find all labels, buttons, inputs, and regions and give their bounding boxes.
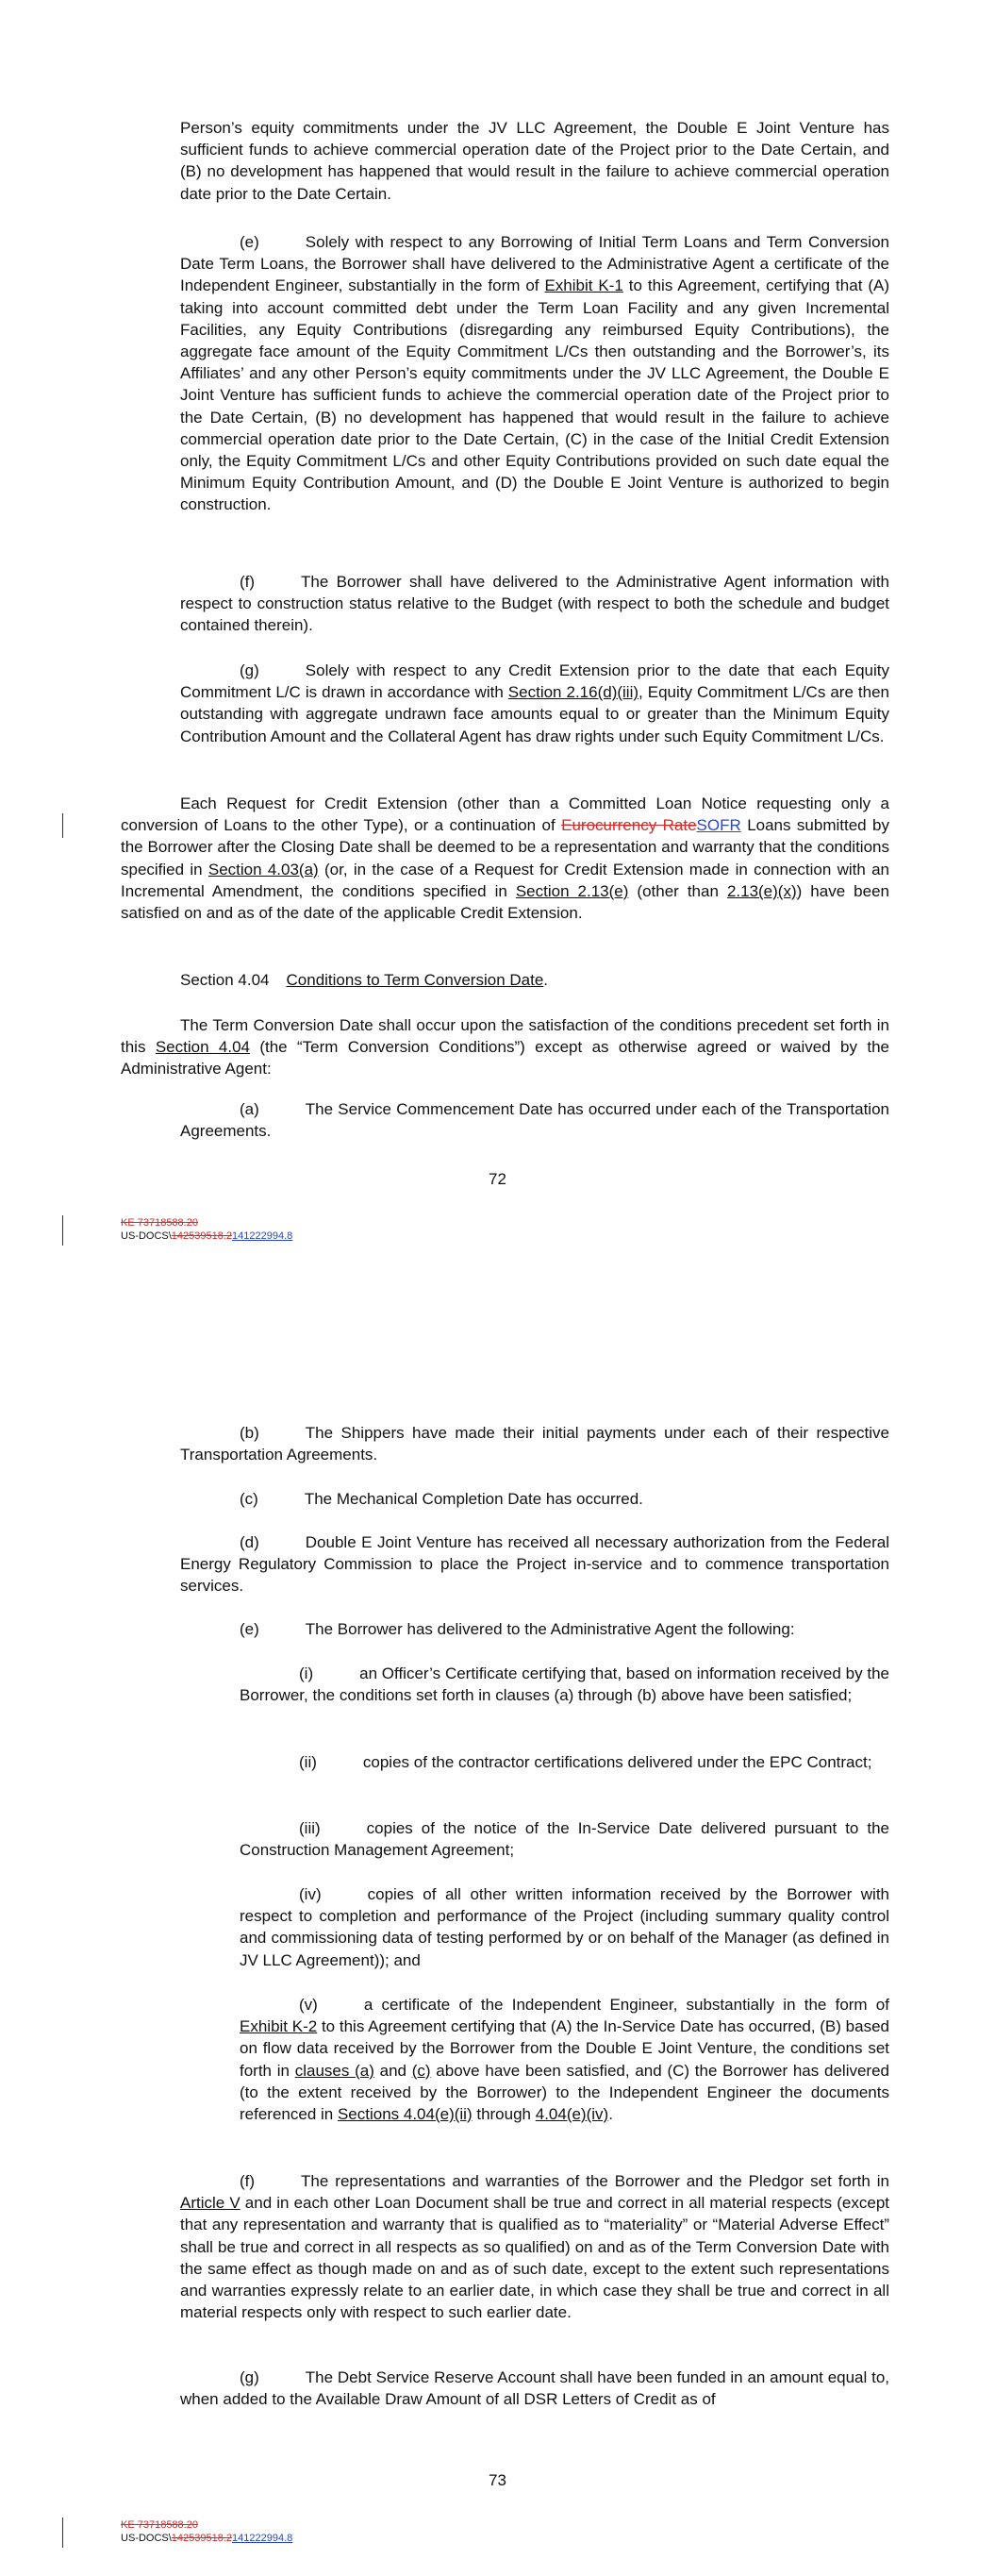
clause-label: (b) xyxy=(240,1424,259,1442)
clause-label: (f) xyxy=(240,2172,256,2190)
change-bar xyxy=(62,813,63,838)
exhibit-link[interactable]: Exhibit K-2 xyxy=(240,2017,318,2036)
footer-deleted-id: KE 73718588.20 xyxy=(121,1217,198,1229)
clause-label: (iv) xyxy=(299,1885,322,1903)
credit-extension-paragraph: Each Request for Credit Extension (other than a Committed Loan Notice requesting only a conversion of Loans to the other Type), or a continuation of Eurocurrency RateSOFR Loans submitted by the Borrower after the Closing Date shall be deemed to be a representation and warranty that the conditions specified in Section 4.03(a) (or, in the case of a Request for Credit Extension made in connection with an Incremental Amendment, the conditions specified in Section 2.13(e) (other than 2.13(e)(x)) have been satisfied on and as of the date of the applicable Credit Extension. xyxy=(121,795,889,923)
term-conversion-paragraph: The Term Conversion Date shall occur upon the satisfaction of the conditions precedent set forth in this Section 4.04 (the “Term Conversion Conditions”) except as otherwise agreed or waived by the Administrative Agent: xyxy=(121,1016,890,1079)
section-link[interactable]: Section 4.04 xyxy=(155,1038,250,1057)
footer-doc-id: US-DOCS\142539518.2141222994.8 xyxy=(121,1230,293,1242)
page-73 xyxy=(0,1288,995,2576)
clause-f: (f) The Borrower shall have delivered to the Administrative Agent information with respect to construction status relative to the Budget (with respect to both the schedule and budget contained therein). xyxy=(180,573,889,635)
clause-link[interactable]: clauses (a) xyxy=(294,2061,374,2080)
page-number: 72 xyxy=(489,1170,506,1188)
clause-d: (d) Double E Joint Venture has received all necessary authorization from the Federal Energy Regulatory Commission to place the Project in-service and to commence transportation services. xyxy=(180,1533,889,1596)
clause-b: (b) The Shippers have made their initial payments under each of their respective Transportation Agreements. xyxy=(180,1424,889,1464)
paragraph-continuation: Person’s equity commitments under the JV LLC Agreement, the Double E Joint Venture has sufficient funds to achieve commercial operation date of the Project prior to the Date Certain, and (B) no development has happened that would result in the failure to achieve commercial operation date prior to the Date Certain. xyxy=(180,119,889,203)
clause-f: (f) The representations and warranties of the Borrower and the Pledgor set forth in Article V and in each other Loan Document shall be true and correct in all material respects (except that any representation and warranty that is qualified as to “materiality” or “Material Adverse Effect” shall be true and correct in all respects as so qualified) on and as of the Term Conversion Date with the same effect as though made on and as of such date, except to the extent such representations and warranties expressly relate to an earlier date, in which case they shall be true and correct in all material respects only with respect to such earlier date. xyxy=(180,2172,890,2322)
section-heading: Section 4.04 Conditions to Term Conversion Date. xyxy=(180,971,549,989)
section-link[interactable]: 4.04(e)(iv) xyxy=(535,2105,609,2124)
change-bar xyxy=(62,1215,63,1246)
clause-label: (iii) xyxy=(299,1819,321,1837)
clause-label: (v) xyxy=(299,1996,318,2014)
section-number: Section 4.04 xyxy=(180,971,270,989)
clause-g: (g) Solely with respect to any Credit Extension prior to the date that each Equity Commitment L/C is drawn in accordance with Section 2.16(d)(iii), Equity Commitment L/Cs are then outstanding with aggregate undrawn face amounts equal to or greater than the Minimum Equity Contribution Amount and the Collateral Agent has draw rights under such Equity Commitment L/Cs. xyxy=(180,661,890,745)
clause-label: (d) xyxy=(240,1533,259,1551)
exhibit-link[interactable]: Exhibit K-1 xyxy=(544,276,623,295)
subclause-i: (i) an Officer’s Certificate certifying that, based on information received by the Borrower, the conditions set forth in clauses (a) through (b) above have been satisfied; xyxy=(240,1664,889,1705)
doc-footer xyxy=(121,2518,292,2545)
clause-label: (e) xyxy=(240,233,259,251)
footer-deleted-id: KE 73718588.20 xyxy=(121,2519,198,2531)
clause-label: (a) xyxy=(240,1100,259,1118)
clause-e: (e) Solely with respect to any Borrowing of Initial Term Loans and Term Conversion Date Term Loans, the Borrower shall have delivered to the Administrative Agent a certificate of the Independent Engineer, substantially in the form of Exhibit K-1 to this Agreement, certifying that (A) taking into account committed debt under the Term Loan Facility and any given Incremental Facilities, any Equity Contributions (disregarding any reimbursed Equity Contributions), the aggregate face amount of the Equity Commitment L/Cs then outstanding and the Borrower’s, its Affiliates’ and any other Person’s equity commitments under the JV LLC Agreement, the Double E Joint Venture has sufficient funds to achieve the commercial operation date of the Project prior to the Date Certain, (B) no development has happened that would result in the failure to achieve commercial operation date prior to the Date Certain, (C) in the case of the Initial Credit Extension only, the Equity Commitment L/Cs and other Equity Contributions provided on such date equal the Minimum Equity Contribution Amount, and (D) the Double E Joint Venture is authorized to begin construction. xyxy=(180,233,889,514)
section-link[interactable]: Section 2.13(e) xyxy=(515,881,629,900)
section-link[interactable]: Sections 4.04(e)(ii) xyxy=(337,2105,473,2124)
change-bar xyxy=(62,2517,63,2548)
clause-label: (c) xyxy=(240,1490,258,1508)
section-link[interactable]: Section 4.03(a) xyxy=(207,860,319,878)
clause-label: (e) xyxy=(240,1620,259,1638)
section-title: Conditions to Term Conversion Date xyxy=(286,971,544,989)
subclause-v: (v) a certificate of the Independent Engineer, substantially in the form of Exhibit K-2 to this Agreement certifying that (A) the In-Service Date has occurred, (B) based on flow data received by the Borrower from the Double E Joint Venture, the conditions set forth in clauses (a) and (c) above have been satisfied, and (C) the Borrower has delivered (to the extent received by the Borrower) to the Independent Engineer the documents referenced in Sections 4.04(e)(ii) through 4.04(e)(iv). xyxy=(240,1996,889,2124)
clause-link[interactable]: (c) xyxy=(411,2061,431,2080)
section-link[interactable]: Section 2.16(d)(iii) xyxy=(507,683,639,702)
article-link[interactable]: Article V xyxy=(180,2194,240,2213)
clause-label: (i) xyxy=(299,1664,314,1682)
clause-g: (g) The Debt Service Reserve Account shall have been funded in an amount equal to, when added to the Available Draw Amount of all DSR Letters of Credit as of xyxy=(180,2368,889,2409)
subclause-iv: (iv) copies of all other written information received by the Borrower with respect to completion and performance of the Project (including summary quality control and commissioning data of testing performed by or on behalf of the Manager (as defined in JV LLC Agreement)); and xyxy=(240,1885,889,1969)
inserted-text: SOFR xyxy=(696,816,741,835)
doc-footer xyxy=(121,1216,292,1243)
clause-label: (f) xyxy=(240,573,256,591)
clause-a: (a) The Service Commencement Date has occurred under each of the Transportation Agreements. xyxy=(180,1100,889,1141)
clause-e: (e) The Borrower has delivered to the Administrative Agent the following: xyxy=(240,1620,795,1638)
deleted-text: Eurocurrency Rate xyxy=(561,816,697,835)
clause-c: (c) The Mechanical Completion Date has occurred. xyxy=(240,1490,643,1508)
section-link[interactable]: 2.13(e)(x) xyxy=(726,881,797,900)
subclause-iii: (iii) copies of the notice of the In-Service Date delivered pursuant to the Construction Management Agreement; xyxy=(240,1819,889,1860)
clause-label: (g) xyxy=(240,661,259,679)
subclause-ii: (ii) copies of the contractor certifications delivered under the EPC Contract; xyxy=(299,1753,872,1771)
clause-label: (g) xyxy=(240,2368,259,2386)
footer-doc-id: US-DOCS\142539518.2141222994.8 xyxy=(121,2533,293,2544)
clause-label: (ii) xyxy=(299,1753,317,1771)
page-number: 73 xyxy=(489,2471,506,2489)
